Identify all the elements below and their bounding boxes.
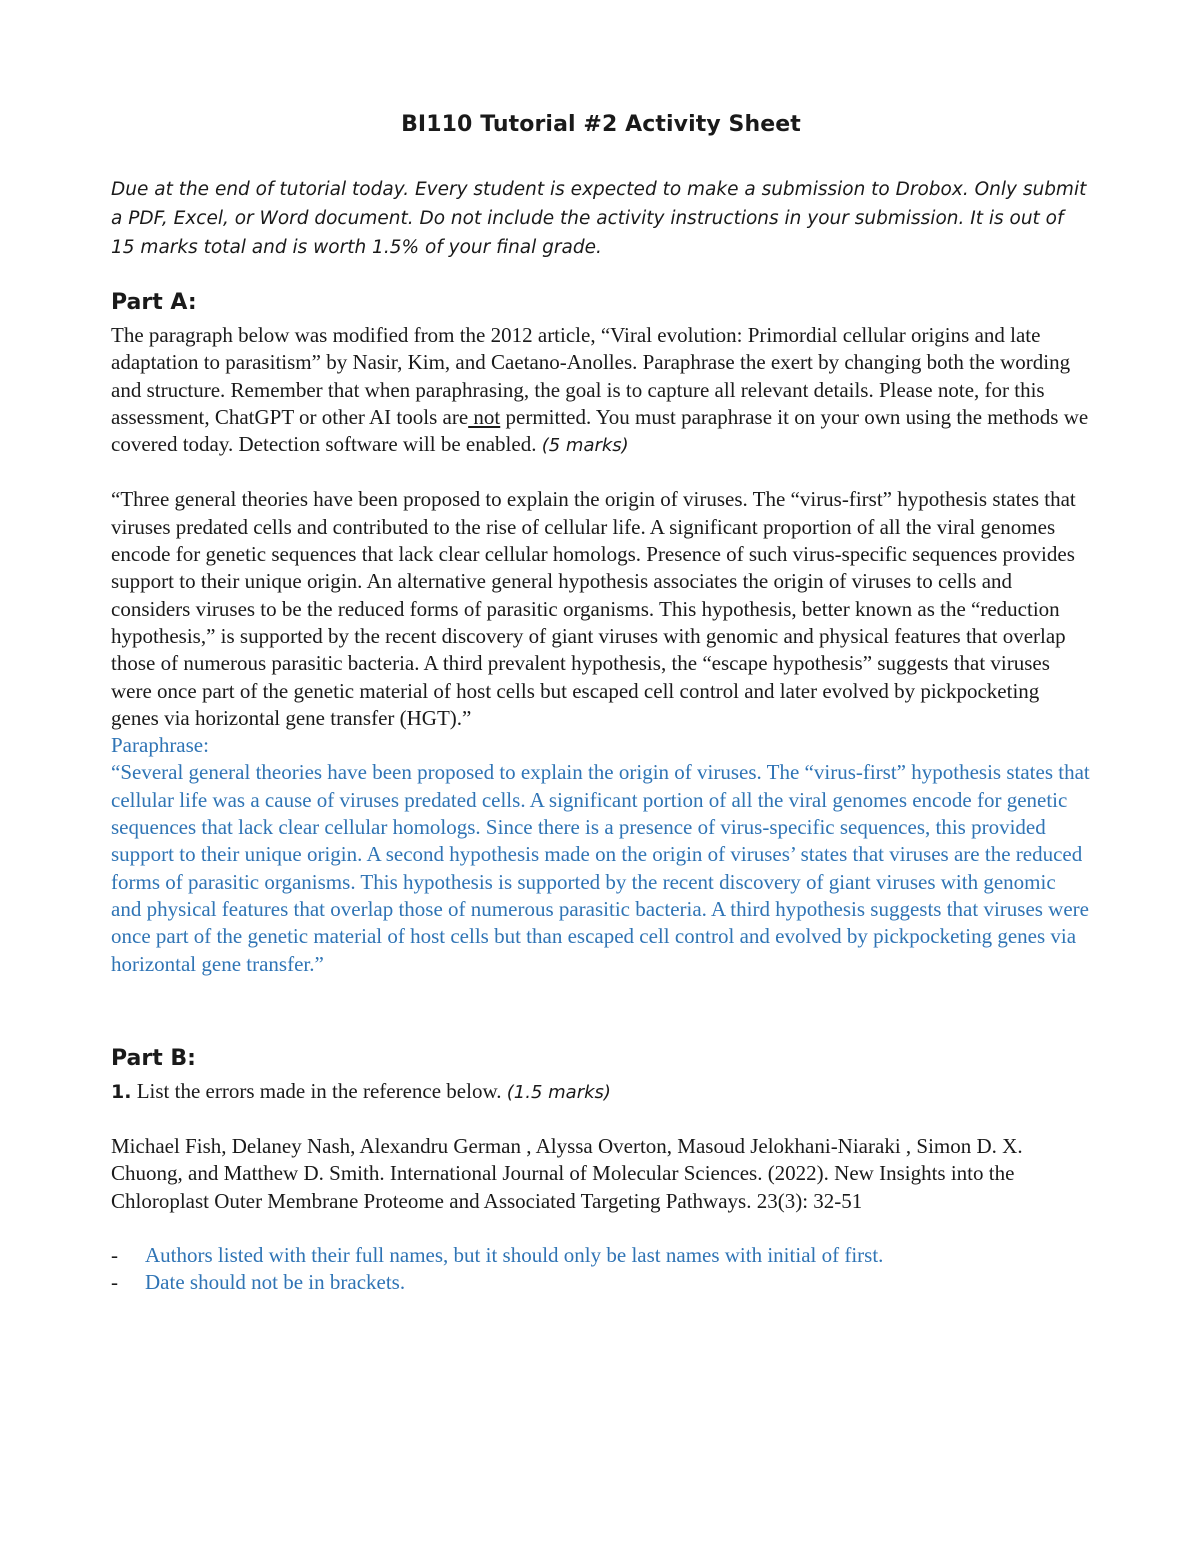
part-a-instructions — [111, 322, 1091, 459]
question-number: 1. — [111, 1080, 132, 1103]
not-underlined: not — [468, 404, 501, 429]
answer-item — [111, 1269, 1091, 1296]
due-note: Due at the end of tutorial today. Every student is expected to make a submission to Drobox. Only submit a PDF, Excel, or Word document. Do not include the activity instructions in your submission. It is out of 15 marks total and is worth 1.5% of your final grade. — [111, 179, 1087, 258]
part-b-heading: Part B: — [111, 1045, 196, 1071]
instructions-text: The paragraph below was modified from the 2012 article, “Viral evolution: Primordial cellular origins and late adaptation to parasitism” by Nasir, Kim, and Caetano-Anolles. Paraphrase the exert by changing both the wording and structure. Remember that when paraphrasing, the goal is to capture all relevant details. Please note, for this assessment, ChatGPT or other AI tools are — [111, 323, 1071, 429]
list-dash: - — [111, 1243, 118, 1268]
answer-text: Authors listed with their full names, but it should only be last names with initial of first. — [145, 1243, 884, 1268]
spacer — [111, 1106, 1091, 1133]
spacer — [111, 978, 1091, 1044]
part-a-heading: Part A: — [111, 290, 197, 315]
spacer — [111, 1215, 1091, 1242]
original-quote: “Three general theories have been proposed to explain the origin of viruses. The “virus-first” hypothesis states that viruses predated cells and contributed to the rise of cellular life. A significant proportion of all the viral genomes encode for genetic sequences that lack clear cellular homologs. Presence of such virus-specific sequences provides support to their unique origin. An alternative general hypothesis associates the origin of viruses to cells and considers viruses to be the reduced forms of parasitic organisms. This hypothesis, better known as the “reduction hypothesis,” is supported by the recent discovery of giant viruses with genomic and physical features that overlap those of numerous parasitic bacteria. A third prevalent hypothesis, the “escape hypothesis” suggests that viruses were once part of the genetic material of host cells but escaped cell control and later evolved by pickpocketing genes via horizontal gene transfer (HGT).” — [111, 487, 1076, 730]
question-marks: (1.5 marks) — [506, 1081, 611, 1103]
answer-text: Date should not be in brackets. — [145, 1270, 406, 1295]
question-text: List the errors made in the reference below. — [131, 1078, 502, 1103]
spacer — [111, 459, 1091, 486]
answer-item — [111, 1242, 1091, 1269]
document-content — [111, 112, 1091, 1297]
paraphrase-label: Paraphrase: — [111, 733, 209, 758]
part-a-marks: (5 marks) — [541, 435, 629, 457]
question-1 — [111, 1078, 1091, 1106]
paraphrase-answer: “Several general theories have been proposed to explain the origin of viruses. The “virus-first” hypothesis states that cellular life was a cause of viruses predated cells. A significant portion of all the viral genomes encode for genetic sequences that lack clear cellular homologs. Since there is a presence of virus-specific sequences, this provided support to their unique origin. A second hypothesis made on the origin of viruses’ states that viruses are the reduced forms of parasitic organisms. This hypothesis is supported by the recent discovery of giant viruses with genomic and physical features that overlap those of numerous parasitic bacteria. A third hypothesis suggests that viruses were once part of the genetic material of host cells but than escaped cell control and evolved by pickpocketing genes via horizontal gene transfer.” — [111, 760, 1090, 976]
page-title: BI110 Tutorial #2 Activity Sheet — [401, 112, 801, 137]
instructions-text-end: permitted. You must paraphrase it on your own using the methods we covered today. Detection software will be enabled. — [111, 404, 1089, 457]
list-dash: - — [111, 1270, 118, 1295]
reference-citation: Michael Fish, Delaney Nash, Alexandru German , Alyssa Overton, Masoud Jelokhani-Niaraki , Simon D. X. Chuong, and Matthew D. Smith. International Journal of Molecular Sciences. (2022). New Insights into the Chloroplast Outer Membrane Proteome and Associated Targeting Pathways. 23(3): 32-51 — [111, 1134, 1023, 1213]
